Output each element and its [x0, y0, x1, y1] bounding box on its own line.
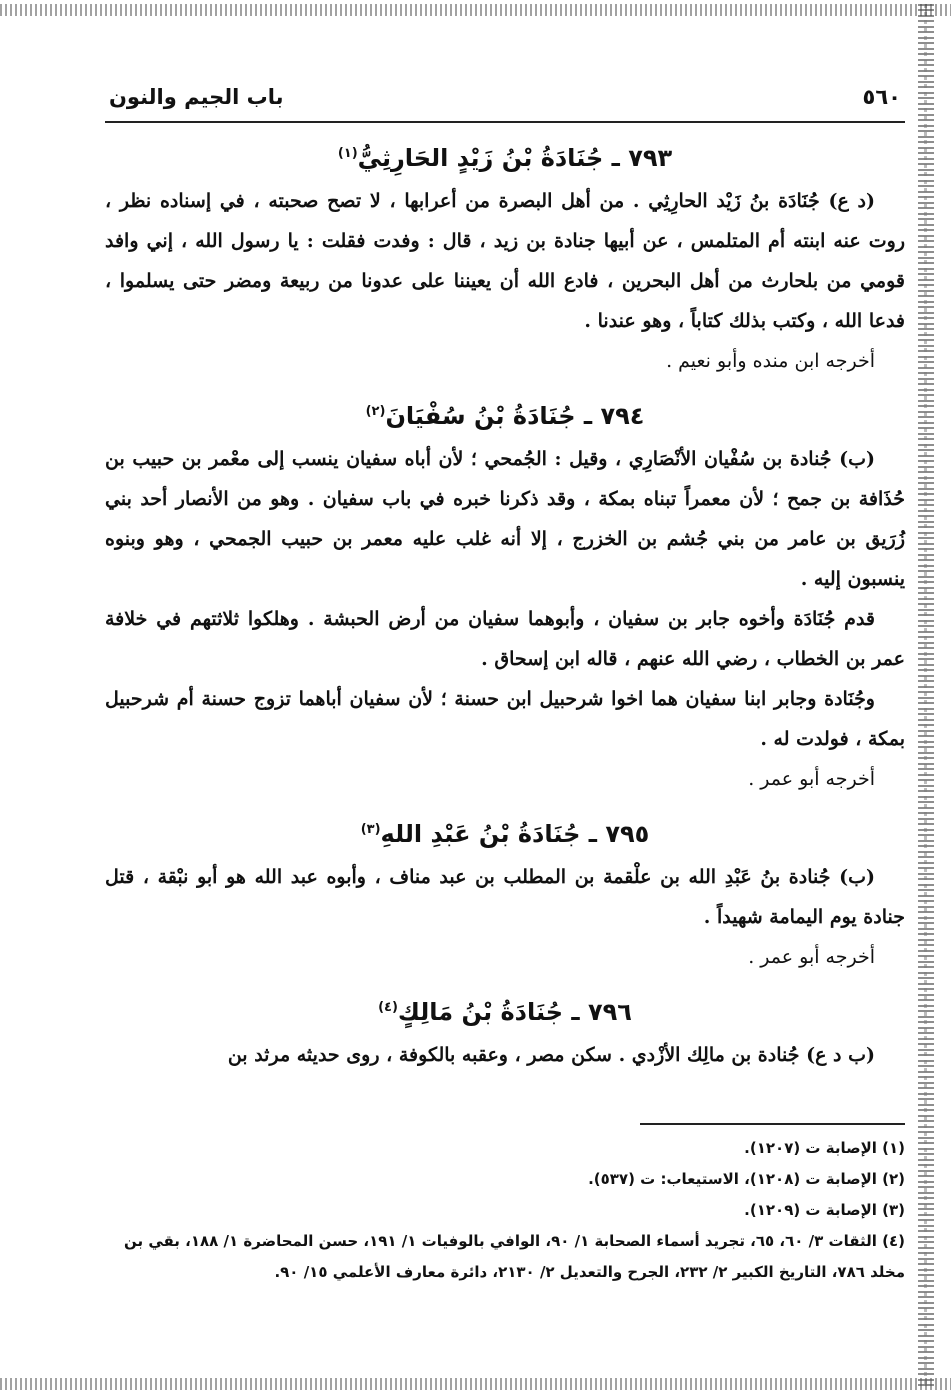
entry-paragraph: أخرجه أبو عمر . — [748, 768, 875, 790]
entry-title-text: ٧٩٣ ـ جُنَادَةُ بْنُ زَيْدٍ الحَارِثِيُّ — [357, 144, 673, 172]
footnote-separator — [640, 1123, 905, 1125]
footnote-1: (١) الإصابة ت (١٢٠٧). — [744, 1139, 905, 1157]
entry-794 — [105, 395, 905, 799]
entry-paragraph: أخرجه أبو عمر . — [748, 946, 875, 968]
entry-title — [105, 395, 905, 433]
footnote-ref: (٢) — [365, 404, 386, 419]
footnote-3: (٣) الإصابة ت (١٢٠٩). — [744, 1201, 905, 1219]
entry-title-text: ٧٩٥ ـ جُنَادَةُ بْنُ عَبْدِ اللهِ — [380, 820, 650, 848]
entry-paragraph: (ب د ع) جُنادة بن مالِك الأزْدي . سكن مصر ، وعقبه بالكوفة ، روى حديثه مرثد بن — [227, 1044, 875, 1066]
page — [105, 85, 905, 1288]
entry-795 — [105, 813, 905, 977]
footnote-2: (٢) الإصابة ت (١٢٠٨)، الاستيعاب: ت (٥٣٧). — [588, 1170, 905, 1188]
footnote-4: (٤) الثقات ٣/ ٦٠، ٦٥، تجريد أسماء الصحابة ١/ ٩٠، الوافي بالوفيات ١/ ١٩١، حسن المحاضرة ١/ ١٨٨، بقي بن مخلد ٧٨٦، التاريخ الكبير ٢/ ٢٣٢، الجرح والتعديل ٢/ ٢١٣٠، دائرة معارف الأعلمي ١٥/ ٩٠. — [123, 1232, 905, 1281]
entry-title-text: ٧٩٦ ـ جُنَادَةُ بْنُ مَالِكٍ — [397, 998, 632, 1026]
section-title: باب الجيم والنون — [109, 85, 284, 109]
entry-paragraph: (د ع) جُنَادَة بنُ زَيْد الحارِثِي . من أهل البصرة من أعرابها ، لا تصح صحبته ، في إسناده نظر ، روت عنه ابنته أم المتلمس ، عن أبيها جنادة بن زيد ، قال : وفدت فقلت : يا رسول الله ، إني وافد قومي من بلحارث من أهل البحرين ، فادع الله أن يعيننا على عدونا من ربيعة ومضر حتى يسلموا ، فدعا الله ، وكتب بذلك كتاباً ، وهو عندنا . — [105, 190, 905, 332]
footnotes — [105, 1133, 905, 1288]
right-border — [918, 4, 934, 1388]
page-number: ٥٦٠ — [862, 85, 901, 109]
footnote-ref: (٣) — [360, 822, 381, 837]
entry-title — [105, 137, 905, 175]
entry-paragraph: وجُنَادة وجابر ابنا سفيان هما اخوا شرحبيل ابن حسنة ؛ لأن سفيان أباهما تزوج حسنة أم شرحبيل بمكة ، فولدت له . — [105, 688, 905, 750]
footnote-ref: (٤) — [378, 1000, 398, 1015]
entry-title — [105, 813, 905, 851]
entry-793 — [105, 137, 905, 381]
entry-paragraph: قدم جُنَادَة وأخوه جابر بن سفيان ، وأبوهما سفيان من أرض الحبشة . وهلكوا ثلاثتهم في خلافة عمر بن الخطاب ، رضي الله عنهم ، قاله ابن إسحاق . — [105, 608, 905, 670]
running-header — [105, 85, 905, 123]
footnote-ref: (١) — [337, 146, 358, 161]
entry-title — [105, 991, 905, 1029]
entry-paragraph: (ب) جُنادة بنُ عَبْدِ الله بن علْقمة بن المطلب بن عبد مناف ، وأبوه عبد الله هو أبو نبْقة ، قتل جنادة يوم اليمامة شهيداً . — [105, 866, 905, 928]
entry-title-text: ٧٩٤ ـ جُنَادَةُ بْنُ سُفْيَانَ — [385, 402, 645, 430]
entry-paragraph: (ب) جُنادة بن سُفْيان الأنْصَارِي ، وقيل : الجُمحي ؛ لأن أباه سفيان ينسب إلى معْمر بن حبيب بن حُذَافة بن جمح ؛ لأن معمراً تبناه بمكة ، وقد ذكرنا خبره في باب سفيان . وهو من الأنصار أحد بني زُرَيق بن عامر من بني جُشم بن الخزرج ، إلا أنه غلب عليه معمر بن حبيب الجمحي ، وهو وبنوه ينسبون إليه . — [105, 448, 905, 590]
entry-paragraph: أخرجه ابن منده وأبو نعيم . — [666, 350, 875, 372]
bottom-border — [0, 1378, 951, 1390]
entry-796 — [105, 991, 905, 1075]
top-border — [0, 4, 951, 16]
